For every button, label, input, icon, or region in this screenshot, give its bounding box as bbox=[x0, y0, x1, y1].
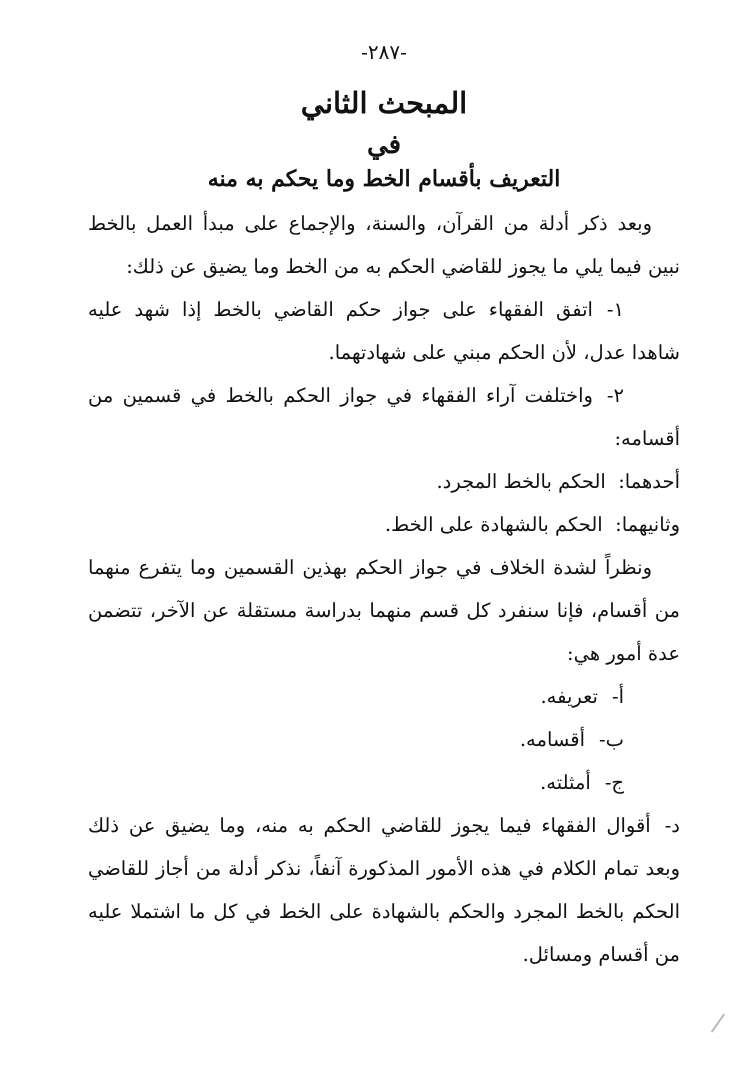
section-2-text: الحكم بالشهادة على الخط. bbox=[384, 513, 603, 536]
point-2-text: واختلفت آراء الفقهاء في جواز الحكم بالخط في قسمين من أقسامه: bbox=[88, 384, 680, 450]
sub-item-c-text: أمثلته. bbox=[540, 771, 591, 794]
sub-item-a-marker: أ- bbox=[611, 685, 624, 708]
middle-paragraph: ونظراً لشدة الخلاف في جواز الحكم بهذين القسمين وما يتفرع منهما من أقسام، فإنا سنفرد كل قسم منهما بدراسة مستقلة عن الآخر، تتضمن عدة أمور هي: bbox=[88, 556, 680, 665]
section-1-label: أحدهما: bbox=[618, 470, 680, 493]
section-1-text: الحكم بالخط المجرد. bbox=[436, 470, 606, 493]
sub-item-b-text: أقسامه. bbox=[519, 728, 586, 751]
page-number: -٢٨٧- bbox=[361, 40, 407, 64]
sub-item-b-marker: ب- bbox=[599, 728, 624, 751]
point-1-marker: ١- bbox=[606, 298, 624, 321]
scan-mark bbox=[711, 1013, 725, 1032]
sub-item-c-marker: ج- bbox=[604, 771, 624, 794]
section-1 bbox=[88, 460, 680, 503]
chapter-title: المبحث الثاني bbox=[300, 86, 468, 120]
sub-item-a bbox=[88, 675, 680, 718]
point-2-marker: ٢- bbox=[606, 384, 624, 407]
point-1-text: اتفق الفقهاء على جواز حكم القاضي بالخط إذا شهد عليه شاهدا عدل، لأن الحكم مبني على شهادتهما. bbox=[88, 298, 680, 364]
section-2-label: وثانيهما: bbox=[615, 513, 680, 536]
sub-item-d-text: أقوال الفقهاء فيما يجوز للقاضي الحكم به منه، وما يضيق عن ذلك وبعد تمام الكلام في هذه الأمور المذكورة آنفاً، نذكر أدلة من أجاز للقاضي الحكم بالخط المجرد والحكم بالشهادة على الخط في كل ما اشتملا عليه من أقسام ومسائل. bbox=[88, 814, 680, 966]
chapter-subtitle: التعريف بأقسام الخط وما يحكم به منه bbox=[207, 166, 561, 192]
sub-item-b bbox=[88, 718, 680, 761]
intro-paragraph: وبعد ذكر أدلة من القرآن، والسنة، والإجماع على مبدأ العمل بالخط نبين فيما يلي ما يجوز للقاضي الحكم به من الخط وما يضيق عن ذلك: bbox=[88, 212, 680, 278]
chapter-connector: في bbox=[366, 130, 402, 160]
point-2 bbox=[88, 374, 680, 460]
document-page bbox=[88, 40, 680, 976]
sub-item-a-text: تعريفه. bbox=[540, 685, 598, 708]
sub-item-c bbox=[88, 761, 680, 804]
sub-item-d bbox=[88, 804, 680, 976]
sub-item-d-marker: د- bbox=[664, 814, 680, 837]
point-1 bbox=[88, 288, 680, 374]
section-2 bbox=[88, 503, 680, 546]
